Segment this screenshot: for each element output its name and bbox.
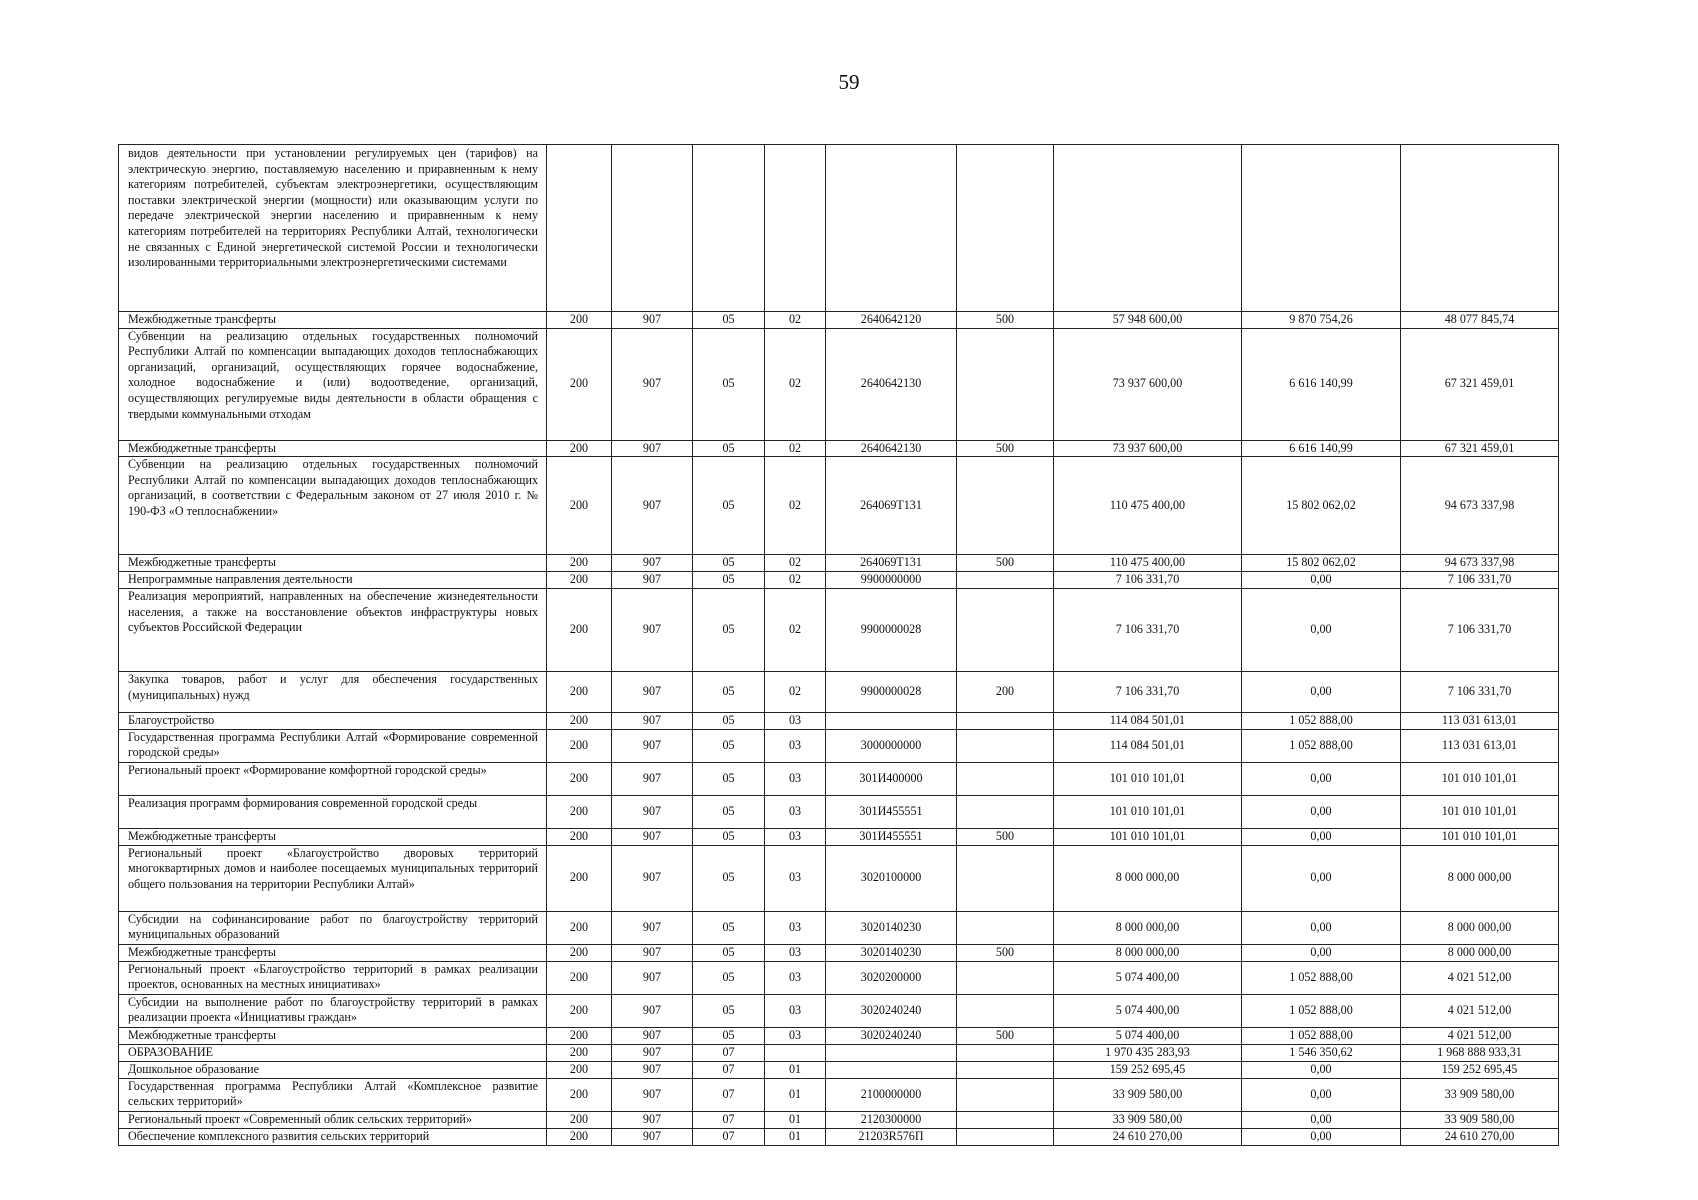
admin-code-cell: 200	[547, 1027, 612, 1044]
grbs-code-cell	[612, 145, 693, 312]
item-name-cell: видов деятельности при установлении регулируемых цен (тарифов) на электрическую энергию, поставляемую населению и приравненным к нему категориям потребителей, субъектам электроэнергетики, осуществляющим поставки электрической энергии (мощности) или оказывающим услуги по передаче электрической энергии населению и приравненным к нему категориям потребителей на территориях Республики Алтай, технологически не связанных с Единой энергетической системой России и технологически изолированными территориальными электроэнергетическими системами	[119, 145, 547, 312]
remaining-amount-cell: 33 909 580,00	[1401, 1111, 1559, 1128]
grbs-code-cell: 907	[612, 1111, 693, 1128]
table-row	[119, 672, 1559, 713]
plan-amount-cell	[1054, 145, 1242, 312]
remaining-amount-cell: 159 252 695,45	[1401, 1061, 1559, 1078]
remaining-amount-cell: 8 000 000,00	[1401, 845, 1559, 911]
expense-type-code-cell	[957, 1111, 1054, 1128]
grbs-code-cell: 907	[612, 944, 693, 961]
subsection-code-cell	[765, 145, 826, 312]
plan-amount-cell: 5 074 400,00	[1054, 1027, 1242, 1044]
table-row	[119, 1027, 1559, 1044]
target-code-cell	[826, 713, 957, 730]
executed-amount-cell: 1 052 888,00	[1242, 713, 1401, 730]
executed-amount-cell: 0,00	[1242, 828, 1401, 845]
grbs-code-cell: 907	[612, 729, 693, 762]
plan-amount-cell: 101 010 101,01	[1054, 762, 1242, 795]
subsection-code-cell: 03	[765, 961, 826, 994]
grbs-code-cell: 907	[612, 312, 693, 329]
subsection-code-cell: 03	[765, 944, 826, 961]
grbs-code-cell: 907	[612, 440, 693, 457]
item-name-cell: Межбюджетные трансферты	[119, 828, 547, 845]
table-row	[119, 762, 1559, 795]
table-row	[119, 1111, 1559, 1128]
plan-amount-cell: 73 937 600,00	[1054, 328, 1242, 440]
target-code-cell	[826, 145, 957, 312]
remaining-amount-cell: 101 010 101,01	[1401, 762, 1559, 795]
plan-amount-cell: 114 084 501,01	[1054, 729, 1242, 762]
section-code-cell: 05	[693, 762, 765, 795]
admin-code-cell: 200	[547, 762, 612, 795]
section-code-cell: 05	[693, 713, 765, 730]
admin-code-cell: 200	[547, 312, 612, 329]
item-name-cell: Межбюджетные трансферты	[119, 440, 547, 457]
subsection-code-cell: 03	[765, 1027, 826, 1044]
remaining-amount-cell: 4 021 512,00	[1401, 1027, 1559, 1044]
executed-amount-cell: 1 052 888,00	[1242, 961, 1401, 994]
item-name-cell: Непрограммные направления деятельности	[119, 572, 547, 589]
remaining-amount-cell: 8 000 000,00	[1401, 911, 1559, 944]
expense-type-code-cell: 500	[957, 312, 1054, 329]
executed-amount-cell: 0,00	[1242, 795, 1401, 828]
admin-code-cell: 200	[547, 1061, 612, 1078]
section-code-cell: 05	[693, 961, 765, 994]
item-name-cell: Реализация программ формирования современной городской среды	[119, 795, 547, 828]
subsection-code-cell: 01	[765, 1111, 826, 1128]
item-name-cell: Региональный проект «Благоустройство территорий в рамках реализации проектов, основанных на местных инициативах»	[119, 961, 547, 994]
subsection-code-cell: 03	[765, 729, 826, 762]
target-code-cell: 9900000000	[826, 572, 957, 589]
section-code-cell: 07	[693, 1044, 765, 1061]
expense-type-code-cell	[957, 1044, 1054, 1061]
grbs-code-cell: 907	[612, 1128, 693, 1145]
table-row	[119, 440, 1559, 457]
expense-type-code-cell	[957, 994, 1054, 1027]
expense-type-code-cell: 500	[957, 944, 1054, 961]
grbs-code-cell: 907	[612, 795, 693, 828]
item-name-cell: Дошкольное образование	[119, 1061, 547, 1078]
section-code-cell: 05	[693, 729, 765, 762]
grbs-code-cell: 907	[612, 672, 693, 713]
remaining-amount-cell: 7 106 331,70	[1401, 572, 1559, 589]
target-code-cell: 3000000000	[826, 729, 957, 762]
executed-amount-cell: 15 802 062,02	[1242, 555, 1401, 572]
item-name-cell: Государственная программа Республики Алтай «Комплексное развитие сельских территорий»	[119, 1078, 547, 1111]
admin-code-cell: 200	[547, 795, 612, 828]
plan-amount-cell: 7 106 331,70	[1054, 589, 1242, 672]
plan-amount-cell: 101 010 101,01	[1054, 795, 1242, 828]
table-row	[119, 961, 1559, 994]
grbs-code-cell: 907	[612, 713, 693, 730]
plan-amount-cell: 1 970 435 283,93	[1054, 1044, 1242, 1061]
plan-amount-cell: 8 000 000,00	[1054, 911, 1242, 944]
grbs-code-cell: 907	[612, 1061, 693, 1078]
target-code-cell: 9900000028	[826, 672, 957, 713]
expense-type-code-cell	[957, 328, 1054, 440]
expense-type-code-cell	[957, 145, 1054, 312]
subsection-code-cell: 03	[765, 911, 826, 944]
plan-amount-cell: 7 106 331,70	[1054, 672, 1242, 713]
target-code-cell: 21203R576П	[826, 1128, 957, 1145]
table-row	[119, 457, 1559, 555]
expense-type-code-cell: 500	[957, 828, 1054, 845]
admin-code-cell: 200	[547, 1111, 612, 1128]
executed-amount-cell: 0,00	[1242, 1128, 1401, 1145]
grbs-code-cell: 907	[612, 1044, 693, 1061]
target-code-cell: 3020100000	[826, 845, 957, 911]
section-code-cell: 05	[693, 795, 765, 828]
admin-code-cell: 200	[547, 1044, 612, 1061]
table-row	[119, 1078, 1559, 1111]
target-code-cell: 2640642130	[826, 440, 957, 457]
expense-type-code-cell	[957, 1128, 1054, 1145]
admin-code-cell: 200	[547, 457, 612, 555]
executed-amount-cell: 15 802 062,02	[1242, 457, 1401, 555]
plan-amount-cell: 101 010 101,01	[1054, 828, 1242, 845]
table-row	[119, 713, 1559, 730]
executed-amount-cell: 0,00	[1242, 762, 1401, 795]
subsection-code-cell: 02	[765, 440, 826, 457]
grbs-code-cell: 907	[612, 1027, 693, 1044]
subsection-code-cell: 01	[765, 1128, 826, 1145]
subsection-code-cell: 03	[765, 713, 826, 730]
admin-code-cell: 200	[547, 1128, 612, 1145]
item-name-cell: Межбюджетные трансферты	[119, 944, 547, 961]
plan-amount-cell: 33 909 580,00	[1054, 1078, 1242, 1111]
section-code-cell: 07	[693, 1061, 765, 1078]
target-code-cell: 264069Т131	[826, 457, 957, 555]
executed-amount-cell: 0,00	[1242, 672, 1401, 713]
expense-type-code-cell	[957, 795, 1054, 828]
remaining-amount-cell: 101 010 101,01	[1401, 828, 1559, 845]
target-code-cell	[826, 1044, 957, 1061]
subsection-code-cell: 03	[765, 762, 826, 795]
remaining-amount-cell: 101 010 101,01	[1401, 795, 1559, 828]
grbs-code-cell: 907	[612, 572, 693, 589]
grbs-code-cell: 907	[612, 994, 693, 1027]
section-code-cell: 05	[693, 440, 765, 457]
table-row	[119, 1128, 1559, 1145]
remaining-amount-cell: 94 673 337,98	[1401, 555, 1559, 572]
plan-amount-cell: 73 937 600,00	[1054, 440, 1242, 457]
executed-amount-cell: 0,00	[1242, 1111, 1401, 1128]
table-row	[119, 994, 1559, 1027]
remaining-amount-cell: 8 000 000,00	[1401, 944, 1559, 961]
admin-code-cell: 200	[547, 555, 612, 572]
item-name-cell: Благоустройство	[119, 713, 547, 730]
remaining-amount-cell: 7 106 331,70	[1401, 589, 1559, 672]
table-row	[119, 328, 1559, 440]
item-name-cell: Субсидии на выполнение работ по благоустройству территорий в рамках реализации проекта «Инициативы граждан»	[119, 994, 547, 1027]
plan-amount-cell: 159 252 695,45	[1054, 1061, 1242, 1078]
item-name-cell: Межбюджетные трансферты	[119, 1027, 547, 1044]
admin-code-cell: 200	[547, 961, 612, 994]
table-row	[119, 555, 1559, 572]
expense-type-code-cell	[957, 713, 1054, 730]
expense-type-code-cell	[957, 729, 1054, 762]
section-code-cell: 05	[693, 828, 765, 845]
target-code-cell: 3020200000	[826, 961, 957, 994]
target-code-cell: 3020140230	[826, 911, 957, 944]
item-name-cell: Региональный проект «Современный облик сельских территорий»	[119, 1111, 547, 1128]
grbs-code-cell: 907	[612, 457, 693, 555]
table-row	[119, 729, 1559, 762]
item-name-cell: Субвенции на реализацию отдельных государственных полномочий Республики Алтай по компенсации выпадающих доходов теплоснабжающих организаций, в соответствии с Федеральным законом от 27 июля 2010 г. № 190-ФЗ «О теплоснабжении»	[119, 457, 547, 555]
executed-amount-cell: 0,00	[1242, 911, 1401, 944]
grbs-code-cell: 907	[612, 762, 693, 795]
item-name-cell: Государственная программа Республики Алтай «Формирование современной городской среды»	[119, 729, 547, 762]
admin-code-cell: 200	[547, 1078, 612, 1111]
target-code-cell: 2640642120	[826, 312, 957, 329]
admin-code-cell: 200	[547, 911, 612, 944]
subsection-code-cell: 03	[765, 994, 826, 1027]
expense-type-code-cell	[957, 1078, 1054, 1111]
expense-type-code-cell	[957, 572, 1054, 589]
item-name-cell: Реализация мероприятий, направленных на обеспечение жизнедеятельности населения, а также на восстановление объектов инфраструктуры новых субъектов Российской Федерации	[119, 589, 547, 672]
section-code-cell: 05	[693, 845, 765, 911]
remaining-amount-cell: 113 031 613,01	[1401, 713, 1559, 730]
item-name-cell: Закупка товаров, работ и услуг для обеспечения государственных (муниципальных) нужд	[119, 672, 547, 713]
target-code-cell: 2100000000	[826, 1078, 957, 1111]
section-code-cell	[693, 145, 765, 312]
page-number: 59	[838, 70, 860, 94]
admin-code-cell	[547, 145, 612, 312]
remaining-amount-cell: 33 909 580,00	[1401, 1078, 1559, 1111]
admin-code-cell: 200	[547, 589, 612, 672]
remaining-amount-cell: 67 321 459,01	[1401, 328, 1559, 440]
plan-amount-cell: 33 909 580,00	[1054, 1111, 1242, 1128]
subsection-code-cell	[765, 1044, 826, 1061]
executed-amount-cell: 1 546 350,62	[1242, 1044, 1401, 1061]
remaining-amount-cell: 67 321 459,01	[1401, 440, 1559, 457]
executed-amount-cell: 0,00	[1242, 572, 1401, 589]
table-row	[119, 845, 1559, 911]
expense-type-code-cell	[957, 1061, 1054, 1078]
plan-amount-cell: 7 106 331,70	[1054, 572, 1242, 589]
target-code-cell: 9900000028	[826, 589, 957, 672]
expense-type-code-cell: 500	[957, 1027, 1054, 1044]
section-code-cell: 05	[693, 911, 765, 944]
table-row	[119, 911, 1559, 944]
remaining-amount-cell: 94 673 337,98	[1401, 457, 1559, 555]
subsection-code-cell: 01	[765, 1061, 826, 1078]
subsection-code-cell: 02	[765, 572, 826, 589]
executed-amount-cell: 0,00	[1242, 1061, 1401, 1078]
item-name-cell: Межбюджетные трансферты	[119, 555, 547, 572]
section-code-cell: 07	[693, 1128, 765, 1145]
plan-amount-cell: 8 000 000,00	[1054, 845, 1242, 911]
expense-type-code-cell: 500	[957, 440, 1054, 457]
executed-amount-cell: 9 870 754,26	[1242, 312, 1401, 329]
grbs-code-cell: 907	[612, 589, 693, 672]
executed-amount-cell: 0,00	[1242, 845, 1401, 911]
target-code-cell	[826, 1061, 957, 1078]
item-name-cell: Субвенции на реализацию отдельных государственных полномочий Республики Алтай по компенсации выпадающих доходов теплоснабжающих организаций, организаций, осуществляющих горячее водоснабжение, холодное водоснабжение и (или) водоотведение, организаций, осуществляющих регулируемые виды деятельности в области обращения с твердыми коммунальными отходам	[119, 328, 547, 440]
table-row	[119, 572, 1559, 589]
subsection-code-cell: 03	[765, 828, 826, 845]
section-code-cell: 05	[693, 672, 765, 713]
budget-table	[118, 144, 1559, 1146]
table-row	[119, 1061, 1559, 1078]
item-name-cell: Обеспечение комплексного развития сельских территорий	[119, 1128, 547, 1145]
target-code-cell: 3020140230	[826, 944, 957, 961]
item-name-cell: Субсидии на софинансирование работ по благоустройству территорий муниципальных образований	[119, 911, 547, 944]
admin-code-cell: 200	[547, 729, 612, 762]
remaining-amount-cell: 1 968 888 933,31	[1401, 1044, 1559, 1061]
admin-code-cell: 200	[547, 672, 612, 713]
subsection-code-cell: 03	[765, 795, 826, 828]
table-row	[119, 828, 1559, 845]
subsection-code-cell: 02	[765, 457, 826, 555]
item-name-cell: Межбюджетные трансферты	[119, 312, 547, 329]
section-code-cell: 07	[693, 1078, 765, 1111]
plan-amount-cell: 114 084 501,01	[1054, 713, 1242, 730]
admin-code-cell: 200	[547, 713, 612, 730]
subsection-code-cell: 02	[765, 328, 826, 440]
subsection-code-cell: 02	[765, 672, 826, 713]
table-row	[119, 312, 1559, 329]
subsection-code-cell: 02	[765, 312, 826, 329]
table-row	[119, 589, 1559, 672]
target-code-cell: 3020240240	[826, 1027, 957, 1044]
table-row	[119, 795, 1559, 828]
plan-amount-cell: 5 074 400,00	[1054, 994, 1242, 1027]
target-code-cell: 301И400000	[826, 762, 957, 795]
remaining-amount-cell: 24 610 270,00	[1401, 1128, 1559, 1145]
item-name-cell: ОБРАЗОВАНИЕ	[119, 1044, 547, 1061]
target-code-cell: 2120300000	[826, 1111, 957, 1128]
remaining-amount-cell: 113 031 613,01	[1401, 729, 1559, 762]
executed-amount-cell: 0,00	[1242, 1078, 1401, 1111]
expense-type-code-cell	[957, 457, 1054, 555]
target-code-cell: 2640642130	[826, 328, 957, 440]
section-code-cell: 05	[693, 457, 765, 555]
admin-code-cell: 200	[547, 328, 612, 440]
target-code-cell: 3020240240	[826, 994, 957, 1027]
executed-amount-cell: 6 616 140,99	[1242, 328, 1401, 440]
section-code-cell: 05	[693, 312, 765, 329]
item-name-cell: Региональный проект «Благоустройство дворовых территорий многоквартирных домов и наиболее посещаемых муниципальных территорий общего пользования на территории Республики Алтай»	[119, 845, 547, 911]
item-name-cell: Региональный проект «Формирование комфортной городской среды»	[119, 762, 547, 795]
plan-amount-cell: 110 475 400,00	[1054, 457, 1242, 555]
plan-amount-cell: 5 074 400,00	[1054, 961, 1242, 994]
executed-amount-cell: 0,00	[1242, 589, 1401, 672]
admin-code-cell: 200	[547, 944, 612, 961]
table-row	[119, 1044, 1559, 1061]
subsection-code-cell: 02	[765, 589, 826, 672]
section-code-cell: 05	[693, 1027, 765, 1044]
executed-amount-cell: 1 052 888,00	[1242, 994, 1401, 1027]
grbs-code-cell: 907	[612, 328, 693, 440]
admin-code-cell: 200	[547, 572, 612, 589]
target-code-cell: 264069Т131	[826, 555, 957, 572]
grbs-code-cell: 907	[612, 1078, 693, 1111]
executed-amount-cell: 0,00	[1242, 944, 1401, 961]
grbs-code-cell: 907	[612, 828, 693, 845]
remaining-amount-cell: 4 021 512,00	[1401, 994, 1559, 1027]
grbs-code-cell: 907	[612, 555, 693, 572]
expense-type-code-cell	[957, 762, 1054, 795]
expense-type-code-cell: 200	[957, 672, 1054, 713]
target-code-cell: 301И455551	[826, 795, 957, 828]
remaining-amount-cell	[1401, 145, 1559, 312]
expense-type-code-cell	[957, 845, 1054, 911]
plan-amount-cell: 8 000 000,00	[1054, 944, 1242, 961]
grbs-code-cell: 907	[612, 911, 693, 944]
grbs-code-cell: 907	[612, 961, 693, 994]
admin-code-cell: 200	[547, 845, 612, 911]
section-code-cell: 05	[693, 328, 765, 440]
table-row	[119, 944, 1559, 961]
executed-amount-cell	[1242, 145, 1401, 312]
section-code-cell: 05	[693, 555, 765, 572]
subsection-code-cell: 02	[765, 555, 826, 572]
target-code-cell: 301И455551	[826, 828, 957, 845]
admin-code-cell: 200	[547, 994, 612, 1027]
grbs-code-cell: 907	[612, 845, 693, 911]
section-code-cell: 05	[693, 572, 765, 589]
expense-type-code-cell: 500	[957, 555, 1054, 572]
subsection-code-cell: 03	[765, 845, 826, 911]
plan-amount-cell: 57 948 600,00	[1054, 312, 1242, 329]
expense-type-code-cell	[957, 961, 1054, 994]
section-code-cell: 05	[693, 589, 765, 672]
executed-amount-cell: 6 616 140,99	[1242, 440, 1401, 457]
section-code-cell: 05	[693, 944, 765, 961]
remaining-amount-cell: 7 106 331,70	[1401, 672, 1559, 713]
table-row	[119, 145, 1559, 312]
subsection-code-cell: 01	[765, 1078, 826, 1111]
executed-amount-cell: 1 052 888,00	[1242, 729, 1401, 762]
section-code-cell: 05	[693, 994, 765, 1027]
expense-type-code-cell	[957, 589, 1054, 672]
plan-amount-cell: 110 475 400,00	[1054, 555, 1242, 572]
remaining-amount-cell: 4 021 512,00	[1401, 961, 1559, 994]
executed-amount-cell: 1 052 888,00	[1242, 1027, 1401, 1044]
remaining-amount-cell: 48 077 845,74	[1401, 312, 1559, 329]
admin-code-cell: 200	[547, 440, 612, 457]
plan-amount-cell: 24 610 270,00	[1054, 1128, 1242, 1145]
section-code-cell: 07	[693, 1111, 765, 1128]
expense-type-code-cell	[957, 911, 1054, 944]
admin-code-cell: 200	[547, 828, 612, 845]
